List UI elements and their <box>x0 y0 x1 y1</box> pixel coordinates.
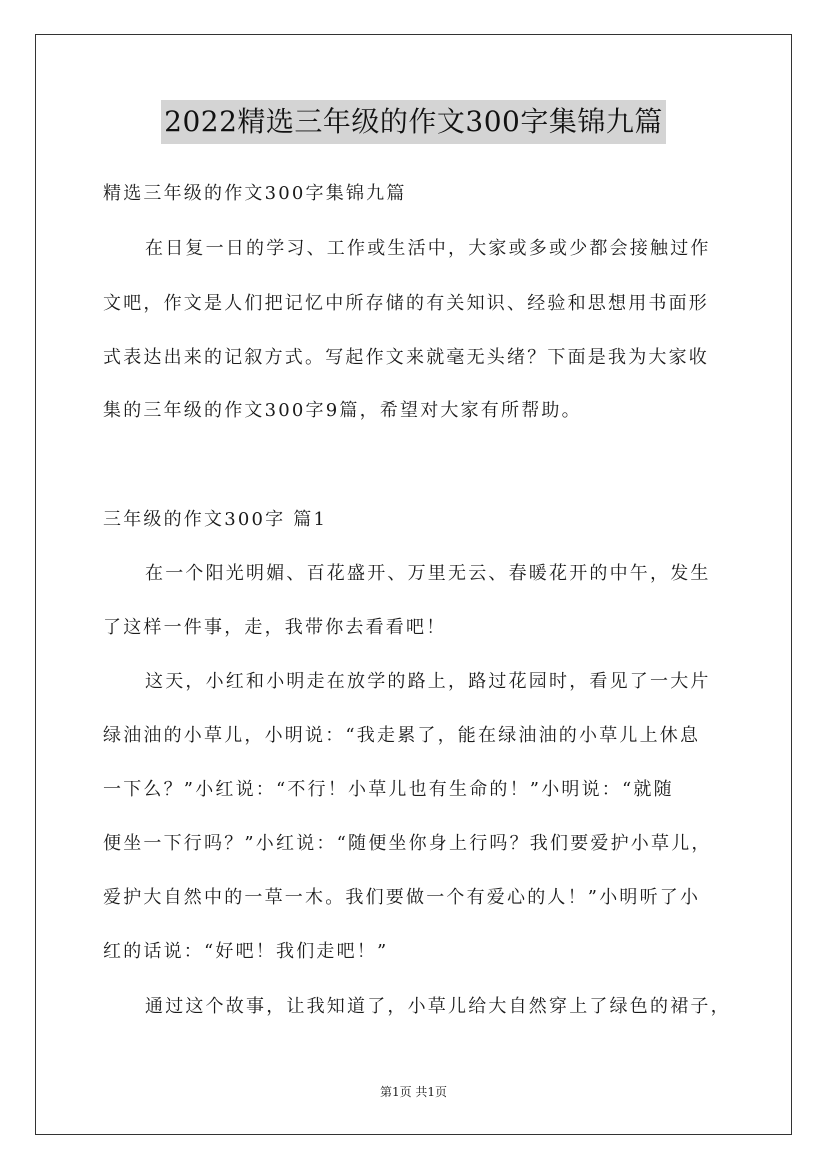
body-line: 了这样一件事，走，我带你去看看吧！ <box>103 617 447 638</box>
body-line: 绿油油的小草儿，小明说：“我走累了，能在绿油油的小草儿上休息 <box>103 725 701 746</box>
subtitle: 精选三年级的作文300字集锦九篇 <box>103 183 407 204</box>
body-line: 在一个阳光明媚、百花盛开、万里无云、春暖花开的中午，发生 <box>145 563 711 584</box>
intro-line: 文吧，作文是人们把记忆中所存储的有关知识、经验和思想用书面形 <box>103 293 709 314</box>
section-heading: 三年级的作文300字 篇1 <box>103 509 328 530</box>
intro-line: 在日复一日的学习、工作或生活中，大家或多或少都会接触过作 <box>145 238 711 259</box>
body-line: 这天，小红和小明走在放学的路上，路过花园时，看见了一大片 <box>145 671 711 692</box>
page-number-footer: 第1页 共1页 <box>379 1085 448 1099</box>
body-line: 便坐一下行吗？”小红说：“随便坐你身上行吗？我们要爱护小草儿， <box>103 833 712 854</box>
intro-line: 集的三年级的作文300字9篇，希望对大家有所帮助。 <box>103 400 582 421</box>
intro-line: 式表达出来的记叙方式。写起作文来就毫无头绪？下面是我为大家收 <box>103 347 709 368</box>
document-title: 2022精选三年级的作文300字集锦九篇 <box>161 100 666 144</box>
body-line: 红的话说：“好吧！我们走吧！” <box>103 941 389 962</box>
document-title-wrapper <box>0 100 827 144</box>
body-line: 通过这个故事，让我知道了，小草儿给大自然穿上了绿色的裙子， <box>145 996 731 1017</box>
body-line: 一下么？”小红说：“不行！小草儿也有生命的！”小明说：“就随 <box>103 779 674 800</box>
body-line: 爱护大自然中的一草一木。我们要做一个有爱心的人！”小明听了小 <box>103 887 701 908</box>
